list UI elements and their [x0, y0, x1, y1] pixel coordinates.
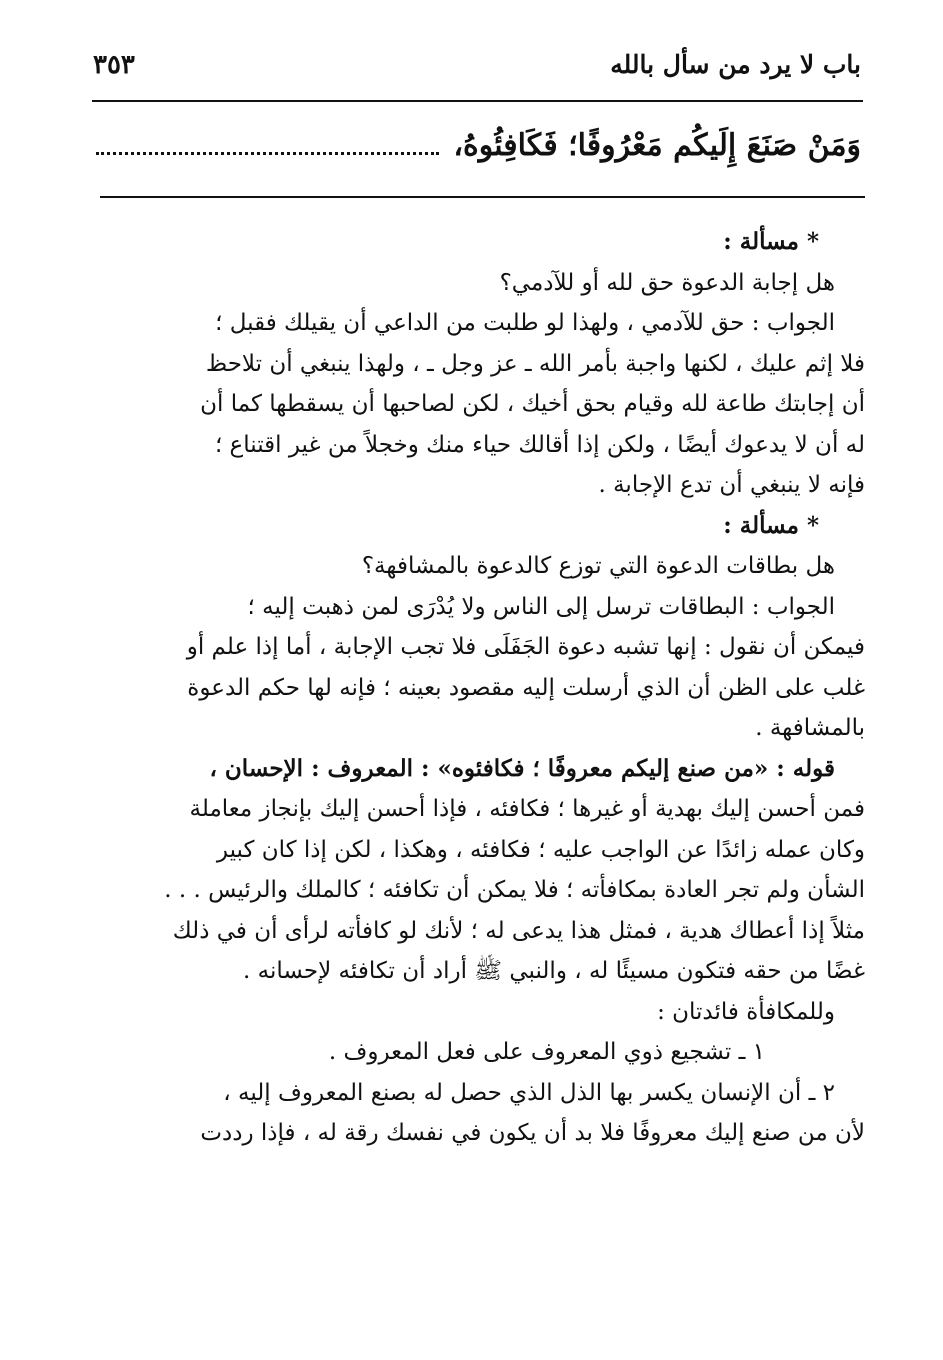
masala-heading: * مسألة : [723, 228, 819, 255]
answer-line: الجواب : حق للآدمي ، ولهذا لو طلبت من الداعي أن يقيلك فقبل ؛ [215, 310, 835, 336]
list-item: ٢ ـ أن الإنسان يكسر بها الذل الذي حصل له بصنع المعروف إليه ، [223, 1079, 835, 1106]
text-line: فإنه لا ينبغي أن تدع الإجابة . [598, 472, 865, 498]
dotted-leader [96, 130, 439, 155]
text-line: بالمشافهة . [755, 715, 865, 741]
text-line: له أن لا يدعوك أيضًا ، ولكن إذا أقالك حياء منك وخجلاً من غير اقتناع ؛ [214, 431, 865, 458]
text-line: غضًا من حقه فتكون مسيئًا له ، والنبي ﷺ أراد أن تكافئه لإحسانه . [243, 958, 865, 984]
page-number: ٣٥٣ [93, 50, 135, 80]
text-line: غلب على الظن أن الذي أرسلت إليه مقصود بعينه ؛ فإنه لها حكم الدعوة [187, 674, 865, 701]
question-line: هل بطاقات الدعوة التي توزع كالدعوة بالمشافهة؟ [361, 553, 835, 579]
section-rule [100, 196, 865, 198]
running-title: باب لا يرد من سأل بالله [610, 50, 861, 79]
commentary-heading-line: قوله : «من صنع إليكم معروفًا ؛ فكافئوه» : المعروف : الإحسان ، [209, 754, 835, 782]
answer-line: الجواب : البطاقات ترسل إلى الناس ولا يُدْرَى لمن ذهبت إليه ؛ [247, 593, 835, 620]
text-line: فيمكن أن نقول : إنها تشبه دعوة الجَفَلَى فلا تجب الإجابة ، أما إذا علم أو [186, 634, 865, 660]
body-text [96, 222, 865, 1154]
text-line: فلا إثم عليك ، لكنها واجبة بأمر الله ـ عز وجل ـ ، ولهذا ينبغي أن تلاحظ [205, 350, 865, 377]
header-rule [92, 100, 863, 102]
question-line: هل إجابة الدعوة حق لله أو للآدمي؟ [499, 269, 835, 296]
text-line: فمن أحسن إليك بهدية أو غيرها ؛ فكافئه ، فإذا أحسن إليك بإنجاز معاملة [189, 796, 865, 822]
list-item: ١ ـ تشجيع ذوي المعروف على فعل المعروف . [328, 1039, 765, 1065]
benefits-intro-line: وللمكافأة فائدتان : [657, 998, 835, 1025]
text-line: الشأن ولم تجر العادة بمكافأته ؛ فلا يمكن أن تكافئه ؛ كالملك والرئيس . . . [164, 877, 865, 903]
hadith-heading [96, 128, 861, 163]
text-line: أن إجابتك طاعة لله وقيام بحق أخيك ، لكن لصاحبها أن يسقطها كما أن [200, 391, 865, 417]
text-line: مثلاً إذا أعطاك هدية ، فمثل هذا يدعى له ؛ لأنك لو كافأته لرأى أن في ذلك [172, 917, 865, 944]
masala-heading: * مسألة : [723, 511, 819, 539]
text-line: لأن من صنع إليك معروفًا فلا بد أن يكون في نفسك رقة له ، فإذا رددت [200, 1120, 865, 1146]
hadith-text: وَمَنْ صَنَعَ إِلَيكُم مَعْرُوفًا؛ فَكَافِئُوهُ، [453, 128, 861, 163]
text-line: وكان عمله زائدًا عن الواجب عليه ؛ فكافئه ، وهكذا ، لكن إذا كان كبير [216, 836, 865, 863]
